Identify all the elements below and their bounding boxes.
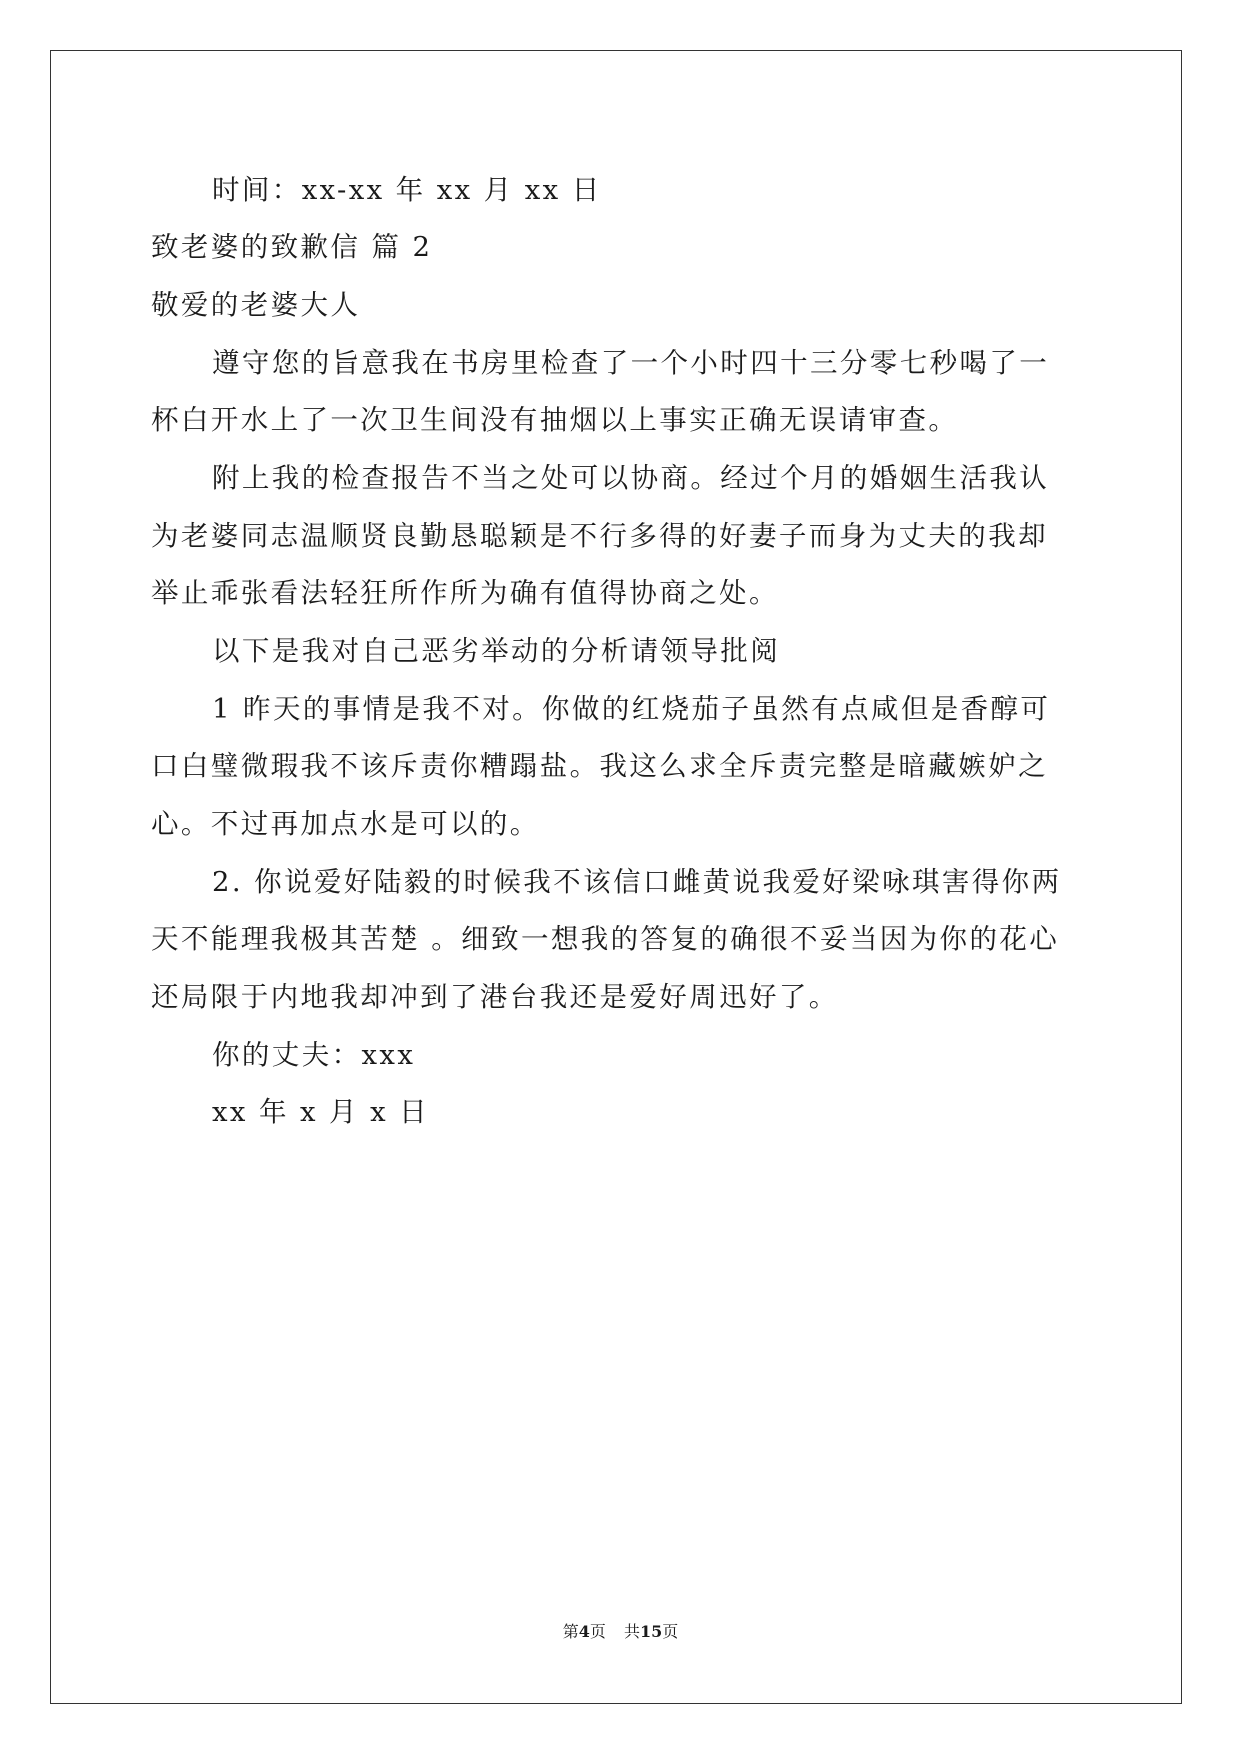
date-line: 时间：xx-xx 年 xx 月 xx 日 xyxy=(212,174,602,206)
paragraph-line: 举止乖张看法轻狂所作所为确有值得协商之处。 xyxy=(151,577,779,609)
paragraph-line: 1 昨天的事情是我不对。你做的红烧茄子虽然有点咸但是香醇可 xyxy=(212,693,1051,725)
page-mid: 页 xyxy=(589,1622,606,1641)
current-page-number: 4 xyxy=(578,1622,590,1641)
page-prefix: 第 xyxy=(562,1622,579,1641)
paragraph-line: 心。不过再加点水是可以的。 xyxy=(151,808,540,840)
section-heading: 致老婆的致歉信 篇 2 xyxy=(151,231,433,263)
page-footer xyxy=(0,1621,1241,1643)
signature-line: 你的丈夫：xxx xyxy=(212,1039,416,1071)
paragraph-line: 口白璧微瑕我不该斥责你糟蹋盐。我这么求全斥责完整是暗藏嫉妒之 xyxy=(151,750,1048,782)
paragraph-line: 天不能理我极其苦楚 。细致一想我的答复的确很不妥当因为你的花心 xyxy=(151,923,1060,955)
paragraph-line: 以下是我对自己恶劣举动的分析请领导批阅 xyxy=(212,635,781,667)
paragraph-line: 为老婆同志温顺贤良勤恳聪颖是不行多得的好妻子而身为丈夫的我却 xyxy=(151,520,1048,552)
paragraph-line: 附上我的检查报告不当之处可以协商。经过个月的婚姻生活我认 xyxy=(212,462,1050,494)
paragraph-line: 杯白开水上了一次卫生间没有抽烟以上事实正确无误请审查。 xyxy=(151,404,959,436)
signature-date: xx 年 x 月 x 日 xyxy=(212,1096,430,1128)
total-prefix: 共 xyxy=(623,1622,640,1641)
total-page-number: 15 xyxy=(639,1622,663,1641)
paragraph-line: 遵守您的旨意我在书房里检查了一个小时四十三分零七秒喝了一 xyxy=(212,347,1050,379)
paragraph-line: 2. 你说爱好陆毅的时候我不该信口雌黄说我爱好梁咏琪害得你两 xyxy=(212,866,1062,898)
total-suffix: 页 xyxy=(662,1622,679,1641)
paragraph-line: 还局限于内地我却冲到了港台我还是爱好周迅好了。 xyxy=(151,981,839,1013)
salutation: 敬爱的老婆大人 xyxy=(151,289,361,321)
